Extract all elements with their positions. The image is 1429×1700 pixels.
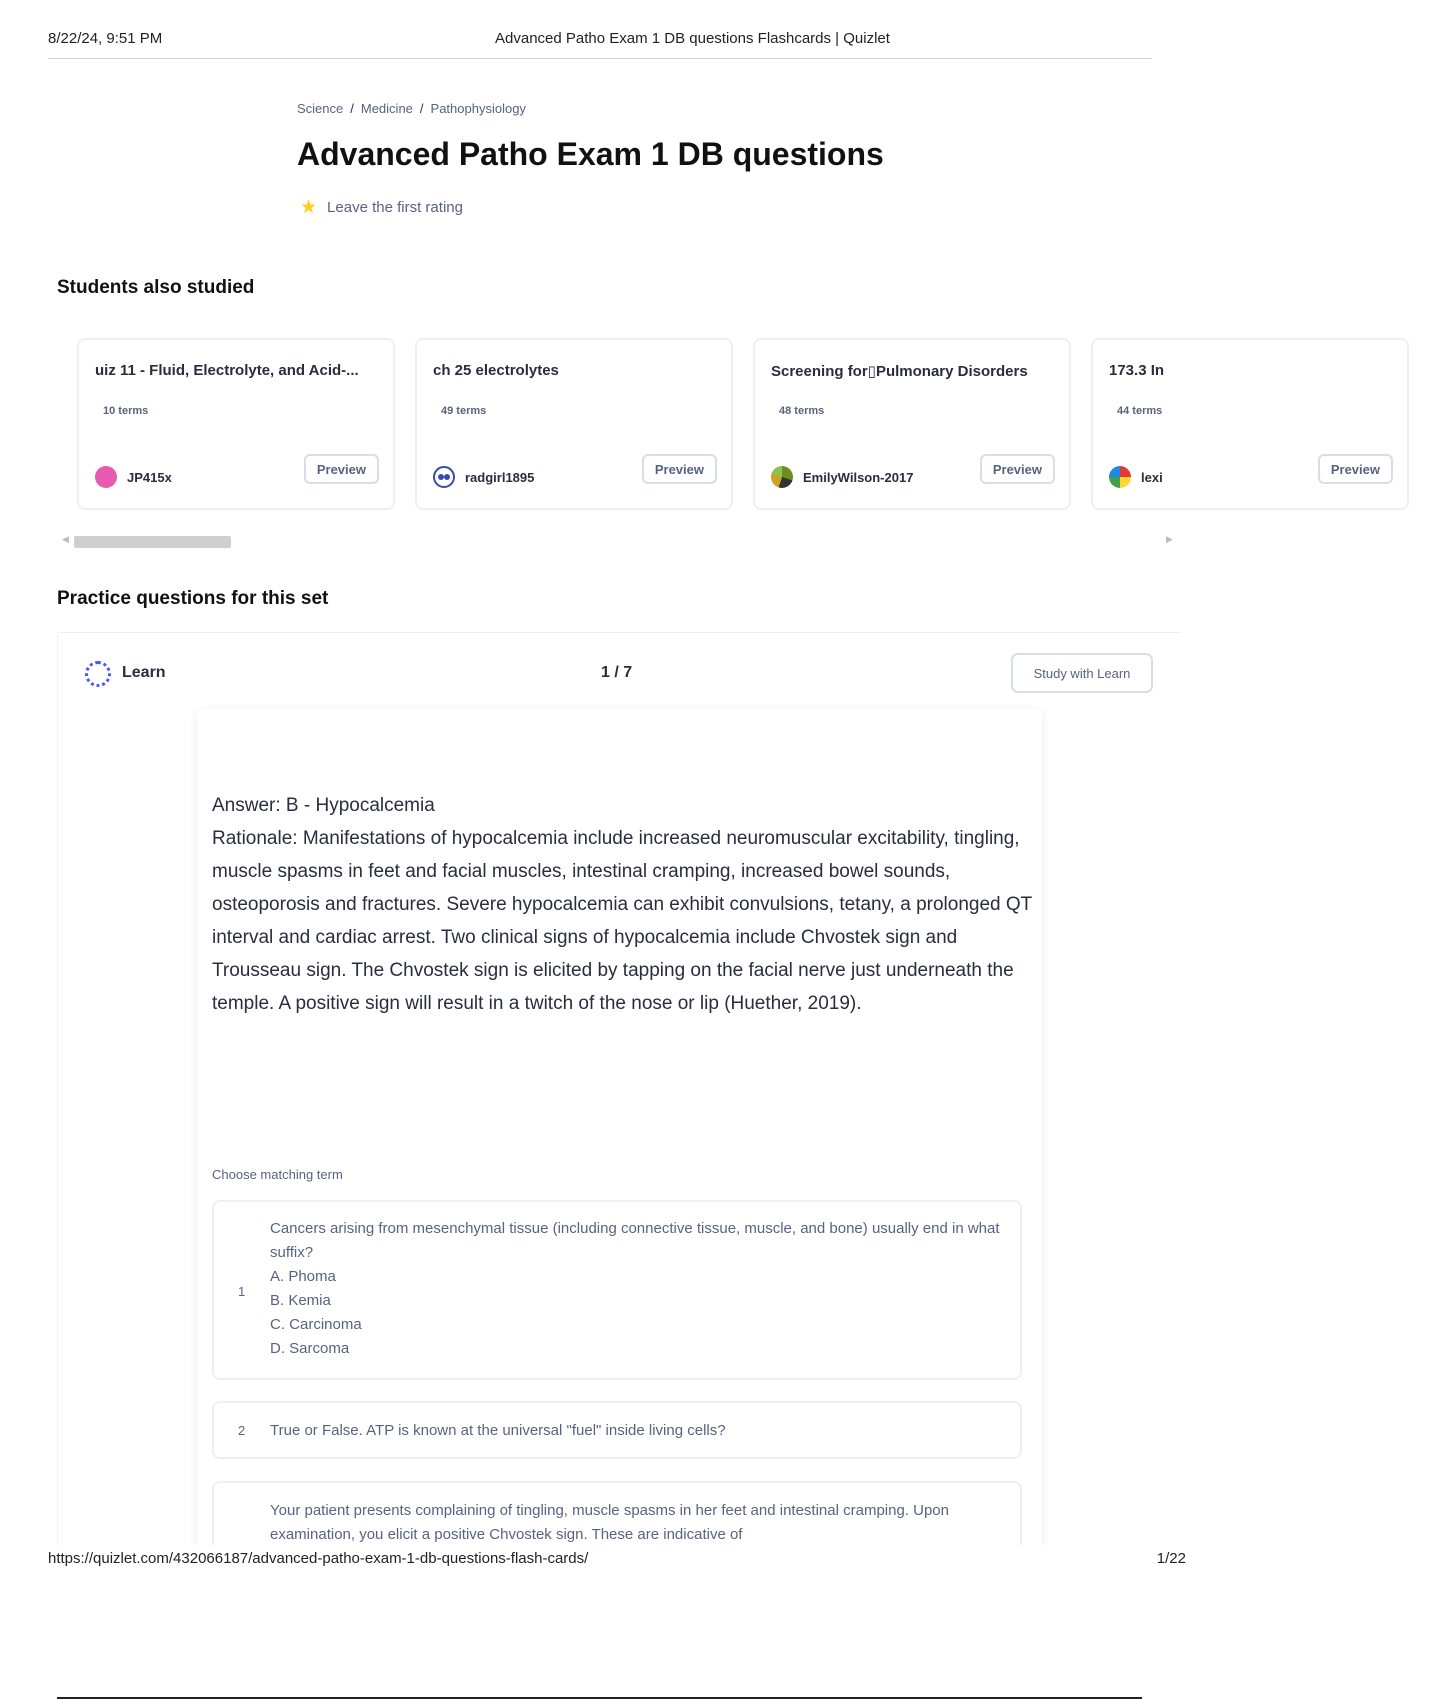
preview-button[interactable]: Preview [304, 454, 379, 484]
print-page-number: 1/22 [1156, 1550, 1186, 1567]
breadcrumb-science[interactable]: Science [297, 101, 344, 116]
study-set-card[interactable] [77, 338, 395, 510]
card-author[interactable] [1109, 466, 1163, 488]
card-term-count: 10 terms [103, 405, 149, 417]
breadcrumb-separator: / [419, 101, 424, 116]
card-author[interactable] [771, 466, 913, 488]
carousel-scrollbar-thumb[interactable] [74, 536, 231, 548]
question-prompt [212, 789, 1032, 1020]
rationale-text: Rationale: Manifestations of hypocalcemia include increased neuromuscular excitability, tingling, muscle spasms in feet and facial muscles, intestinal cramping, increased bowel sounds, osteoporosis and fractures. Severe hypocalcemia can exhibit convulsions, tetany, a prolonged QT interval and cardiac arrest. Two clinical signs of hypocalcemia include Chvostek sign and Trousseau sign. The Chvostek sign is elicited by tapping on the facial nerve just underneath the temple. A positive sign will result in a twitch of the nose or lip (Huether, 2019). [212, 828, 1032, 1014]
card-term-count: 49 terms [441, 405, 487, 417]
print-url: https://quizlet.com/432066187/advanced-patho-exam-1-db-questions-flash-cards/ [48, 1550, 589, 1567]
avatar [95, 466, 117, 488]
preview-button[interactable]: Preview [980, 454, 1055, 484]
card-title: 173.3 In [1109, 362, 1165, 379]
card-author[interactable] [95, 466, 172, 488]
study-set-card[interactable] [1091, 338, 1409, 510]
question-progress: 1 / 7 [601, 664, 633, 681]
rating-text: Leave the first rating [327, 199, 463, 216]
answer-option[interactable] [212, 1200, 1022, 1380]
breadcrumb [297, 101, 526, 116]
practice-panel [57, 632, 1181, 1553]
card-term-count: 48 terms [779, 405, 825, 417]
question-card [197, 709, 1042, 1569]
author-name: EmilyWilson-2017 [803, 469, 914, 485]
learn-label: Learn [122, 664, 166, 681]
print-date: 8/22/24, 9:51 PM [48, 30, 163, 47]
option-choice: C. Carcinoma [270, 1316, 362, 1333]
option-text [270, 1217, 1010, 1361]
card-title: ch 25 electrolytes [433, 362, 559, 379]
students-also-studied-heading: Students also studied [57, 277, 255, 298]
print-document-title: Advanced Patho Exam 1 DB questions Flashcards | Quizlet [495, 30, 890, 47]
scroll-right-arrow-icon[interactable]: ▶ [1166, 534, 1173, 544]
print-footer-area [0, 1545, 1200, 1700]
card-author[interactable] [433, 466, 534, 488]
option-text: True or False. ATP is known at the universal "fuel" inside living cells? [270, 1422, 726, 1439]
author-name: JP415x [127, 469, 172, 485]
page-title: Advanced Patho Exam 1 DB questions [297, 136, 884, 172]
scroll-left-arrow-icon[interactable]: ◀ [62, 534, 69, 544]
option-choice: B. Kemia [270, 1292, 331, 1309]
rating-link[interactable] [300, 196, 463, 219]
card-term-count: 44 terms [1117, 405, 1163, 417]
practice-questions-heading: Practice questions for this set [57, 588, 329, 609]
avatar [771, 466, 793, 488]
preview-button[interactable]: Preview [1318, 454, 1393, 484]
print-header [48, 26, 1152, 59]
breadcrumb-medicine[interactable]: Medicine [360, 101, 413, 116]
author-name: radgirl1895 [465, 469, 535, 485]
option-text: Your patient presents complaining of tingling, muscle spasms in her feet and intestinal cramping. Upon examination, you elicit a positive Chvostek sign. These are indicative of [270, 1502, 949, 1543]
option-number: 2 [238, 1423, 246, 1438]
answer-line: Answer: B - Hypocalcemia [212, 795, 435, 816]
print-footer [48, 1550, 1186, 1567]
study-set-card[interactable] [753, 338, 1071, 510]
study-with-learn-button[interactable]: Study with Learn [1011, 653, 1153, 693]
card-title: Screening for▯Pulmonary Disorders [771, 363, 1028, 380]
option-question: Cancers arising from mesenchymal tissue (including connective tissue, muscle, and bone) usually end in what suffix? [270, 1220, 1000, 1261]
learn-icon [85, 661, 111, 687]
page-bottom-rule [57, 1697, 1142, 1699]
avatar [1109, 466, 1131, 488]
breadcrumb-separator: / [350, 101, 354, 116]
author-name: lexi [1141, 469, 1163, 485]
carousel-track [77, 338, 1429, 510]
preview-button[interactable]: Preview [642, 454, 717, 484]
study-set-carousel [85, 336, 1380, 516]
answer-option[interactable] [212, 1401, 1022, 1459]
star-icon: ★ [300, 197, 318, 218]
choose-matching-term-label: Choose matching term [212, 1167, 343, 1182]
study-set-card[interactable] [415, 338, 733, 510]
avatar [433, 466, 455, 488]
option-number: 1 [238, 1284, 246, 1299]
breadcrumb-pathophysiology[interactable]: Pathophysiology [430, 101, 526, 116]
option-choice: A. Phoma [270, 1268, 336, 1285]
option-choice: D. Sarcoma [270, 1340, 350, 1357]
card-title: uiz 11 - Fluid, Electrolyte, and Acid-... [95, 362, 359, 379]
